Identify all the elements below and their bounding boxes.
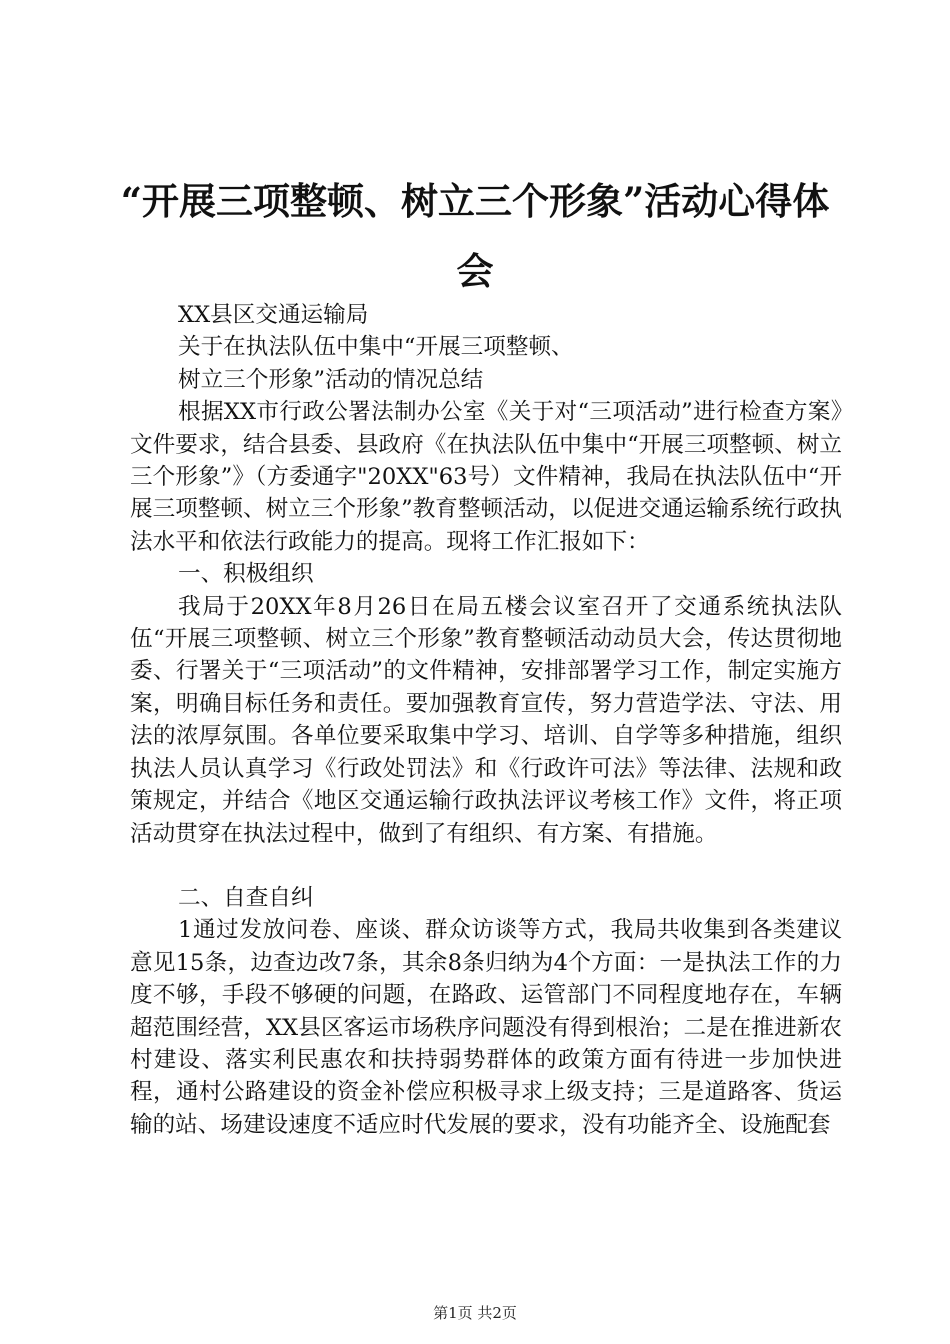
paragraph-section-1: 我局于20XX年8月26日在局五楼会议室召开了交通系统执法队伍“开展三项整顿、树立三个形象”教育整顿活动动员大会，传达贯彻地委、行署关于“三项活动”的文件精神，安排部署学习工作，制定实施方案，明确目标任务和责任。要加强教育宣传，努力营造学法、守法、用法的浓厚氛围。各单位要采取集中学习、培训、自学等多种措施，组织执法人员认真学习《行政处罚法》和《行政许可法》等法律、法规和政策规定，并结合《地区交通运输行政执法评议考核工作》文件，将正项活动贯穿在执法过程中，做到了有组织、有方案、有措施。 [130, 593, 842, 847]
document-body [130, 299, 842, 1141]
paragraph-section-2: 1通过发放问卷、座谈、群众访谈等方式，我局共收集到各类建议意见15条，边查边改7条，其余8条归纳为4个方面：一是执法工作的力度不够，手段不够硬的问题，在路政、运管部门不同程度地存在，车辆超范围经营，XX县区客运市场秩序问题没有得到根治；二是在推进新农村建设、落实利民惠农和扶持弱势群体的政策方面有待进一步加快进程，通村公路建设的资金补偿应积极寻求上级支持；三是道路客、货运输的站、场建设速度不适应时代发展的要求，没有功能齐全、设施配套 [130, 917, 842, 1138]
section-heading-1: 一、积极组织 [178, 561, 314, 588]
paragraph-organization: XX县区交通运输局 [178, 302, 369, 328]
page-footer: 第1页 共2页 [433, 1304, 517, 1322]
paragraph-subject-line-1: 关于在执法队伍中集中“开展三项整顿、 [178, 334, 574, 361]
paragraph-subject-line-2: 树立三个形象”活动的情况总结 [178, 366, 484, 393]
section-heading-2: 二、自查自纠 [178, 884, 314, 911]
document-title: “开展三项整顿、树立三个形象”活动心得体会 [120, 179, 830, 293]
paragraph-intro: 根据XX市行政公署法制办公室《关于对“三项活动”进行检查方案》文件要求，结合县委、县政府《在执法队伍中集中“开展三项整顿、树立三个形象”》（方委通字"20XX"63号）文件精神，我局在执法队伍中“开展三项整顿、树立三个形象”教育整顿活动，以促进交通运输系统行政执法水平和依法行政能力的提高。现将工作汇报如下： [130, 399, 842, 555]
paragraph-spacer [130, 850, 842, 882]
